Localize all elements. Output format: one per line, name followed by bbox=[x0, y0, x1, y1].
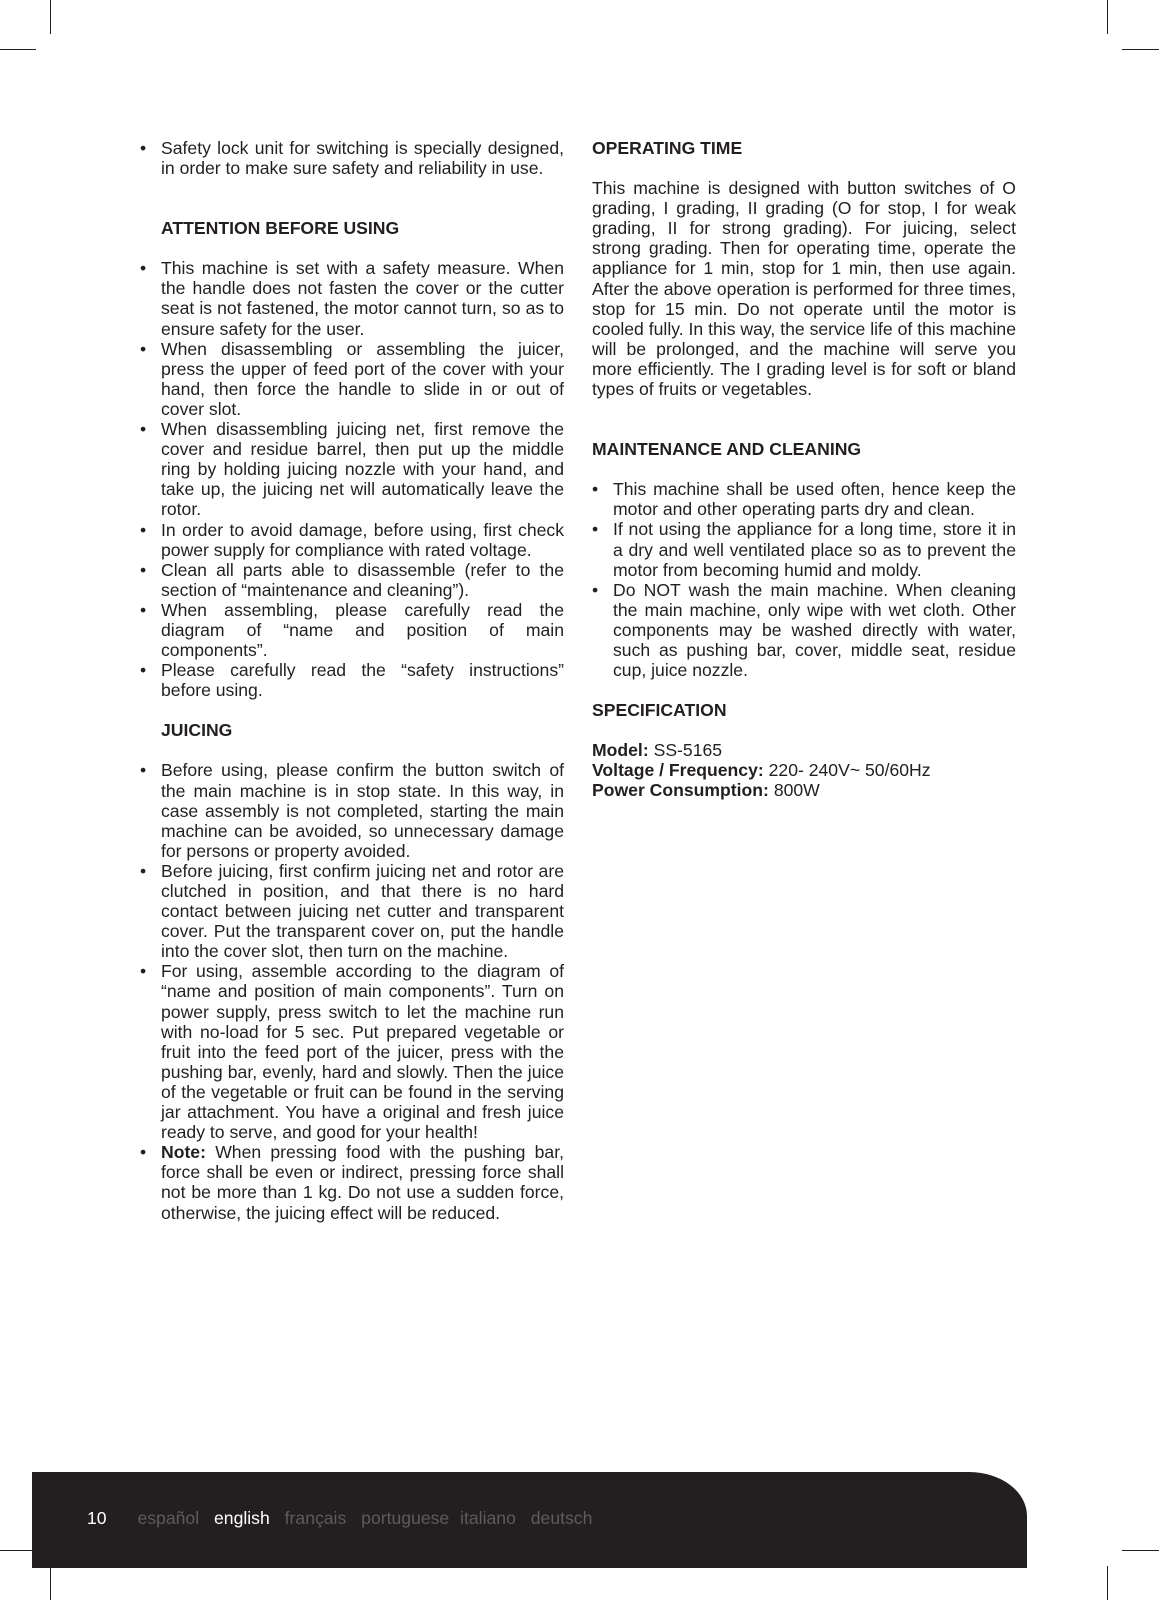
list-item: • This machine is set with a safety measure. When the handle does not fasten the cover or the cutter seat is not fastened, the motor cannot turn, so as to ensure safety for the user. bbox=[140, 258, 564, 339]
footer-nav bbox=[87, 1508, 602, 1529]
section-heading-attention: ATTENTION BEFORE USING bbox=[161, 218, 400, 239]
crop-mark bbox=[1107, 1566, 1108, 1600]
crop-mark bbox=[1122, 1550, 1159, 1551]
list-item: • This machine shall be used often, hence keep the motor and other operating parts dry and clean. bbox=[592, 479, 1016, 520]
note-label: Note: bbox=[161, 1142, 206, 1163]
page-number: 10 bbox=[87, 1508, 107, 1528]
crop-mark bbox=[50, 0, 51, 34]
attention-list bbox=[140, 258, 564, 700]
list-item: • In order to avoid damage, before using, first check power supply for compliance with rated voltage. bbox=[140, 519, 564, 560]
language-portuguese: portuguese bbox=[361, 1508, 450, 1528]
crop-mark bbox=[0, 49, 36, 50]
list-item: • Before using, please confirm the button switch of the main machine is in stop state. In this way, in case assembly is not completed, starting the main machine can be avoided, so unnecessary damage for persons or property avoided. bbox=[140, 760, 564, 861]
list-item: • If not using the appliance for a long time, store it in a dry and well ventilated place so as to prevent the motor from becoming humid and moldy. bbox=[592, 519, 1016, 580]
section-heading-operating-time: OPERATING TIME bbox=[592, 138, 743, 158]
list-item: • Safety lock unit for switching is specially designed, in order to make sure safety and reliability in use. bbox=[140, 138, 564, 179]
spec-voltage: Voltage / Frequency: 220- 240V~ 50/60Hz bbox=[592, 760, 931, 781]
language-francais: français bbox=[284, 1508, 347, 1528]
language-deutsch: deutsch bbox=[530, 1508, 593, 1528]
list-item: • Before juicing, first confirm juicing net and rotor are clutched in position, and that there is no hard contact between juicing net cutter and transparent cover. Put the transparent cover on, put the handle into the cover slot, then turn on the machine. bbox=[140, 860, 564, 962]
note-text: When pressing food with the pushing bar, force shall be even or indirect, pressing force shall not be more than 1 kg. Do not use a sudden force, otherwise, the juicing effect will be reduced. bbox=[161, 1142, 564, 1223]
left-column bbox=[140, 138, 564, 1223]
list-item: • Please carefully read the “safety instructions” before using. bbox=[140, 660, 564, 701]
list-item: • For using, assemble according to the diagram of “name and position of main components”. Turn on power supply, press switch to let the machine run with no-load for 5 sec. Put prepared vegetable or fruit into the feed port of the juicer, press with the pushing bar, evenly, hard and slowly. Then the juice of the vegetable or fruit can be found in the serving jar attachment. You have a original and fresh juice ready to serve, and good for your health! bbox=[140, 961, 564, 1143]
crop-mark bbox=[50, 1566, 51, 1600]
footer-bar bbox=[32, 1472, 1027, 1568]
juicing-list bbox=[140, 760, 564, 1222]
language-italiano: italiano bbox=[460, 1508, 516, 1528]
section-heading-maintenance: MAINTENANCE AND CLEANING bbox=[592, 439, 862, 460]
operating-time-paragraph: This machine is designed with button switches of O grading, I grading, II grading (O for stop, I for weak grading, II for strong grading). For juicing, select strong grading. Then for operating time, operate the appliance for 1 min, stop for 1 min, then use again. After the above operation is performed for three times, stop for 15 min. Do not operate until the motor is cooled fully. In this way, the service life of this machine will be prolonged, and the machine will serve you more efficiently. The I grading level is for soft or bland types of fruits or vegetables. bbox=[592, 178, 1016, 400]
list-item: • When assembling, please carefully read the diagram of “name and position of main components”. bbox=[140, 599, 564, 661]
section-heading-juicing: JUICING bbox=[161, 720, 233, 741]
crop-mark bbox=[1122, 49, 1159, 50]
language-english: english bbox=[214, 1508, 270, 1528]
list-item: • When disassembling juicing net, first remove the cover and residue barrel, then put up the middle ring by holding juicing nozzle with your hand, and take up, the juicing net will automatically leave the rotor. bbox=[140, 419, 564, 520]
note-item: • Note: When pressing food with the pushing bar, force shall be even or indirect, pressing force shall not be more than 1 kg. Do not use a sudden force, otherwise, the juicing effect will be reduced. bbox=[140, 1142, 564, 1223]
right-column bbox=[592, 138, 1016, 801]
section-heading-specification: SPECIFICATION bbox=[592, 700, 727, 721]
crop-mark bbox=[1107, 0, 1108, 34]
spec-model: Model: SS-5165 bbox=[592, 740, 723, 761]
list-item: • Do NOT wash the main machine. When cleaning the main machine, only wipe with wet cloth. Other components may be washed directly with water, such as pushing bar, cover, middle seat, residue cup, juice nozzle. bbox=[592, 579, 1016, 681]
specification-block bbox=[592, 740, 1016, 800]
spec-power: Power Consumption: 800W bbox=[592, 780, 820, 801]
language-espanol: español bbox=[137, 1508, 200, 1528]
maintenance-list bbox=[592, 479, 1016, 680]
intro-list bbox=[140, 138, 564, 178]
list-item: • When disassembling or assembling the juicer, press the upper of feed port of the cover with your hand, then force the handle to slide in or out of cover slot. bbox=[140, 338, 564, 419]
crop-mark bbox=[0, 1550, 36, 1551]
list-item: • Clean all parts able to disassemble (refer to the section of “maintenance and cleaning”). bbox=[140, 559, 564, 600]
